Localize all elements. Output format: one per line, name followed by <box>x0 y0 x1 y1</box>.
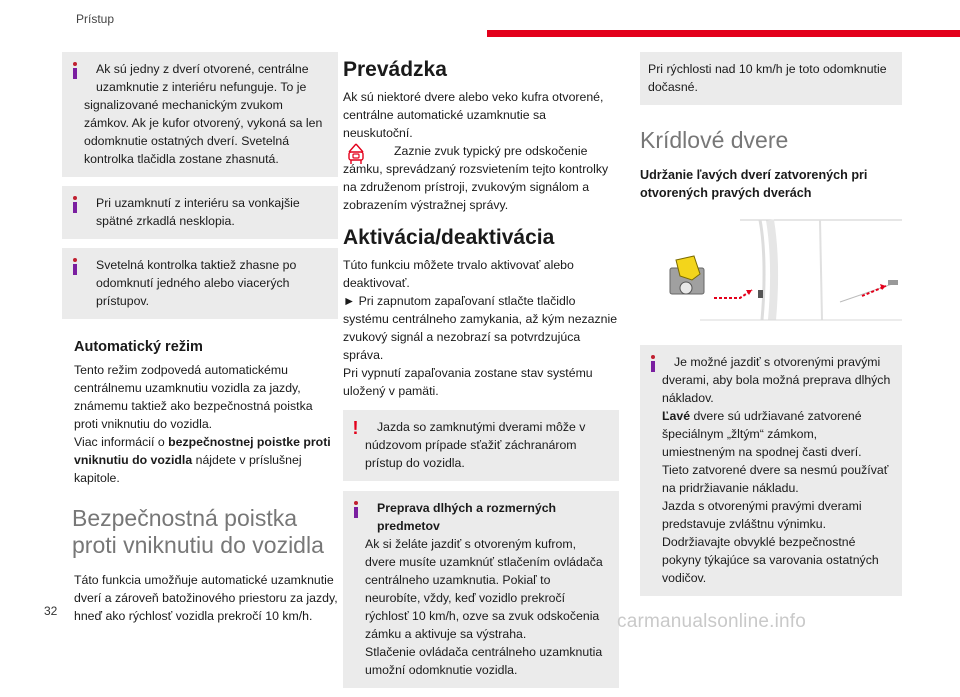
plain-note <box>640 52 902 105</box>
alarm-paragraph <box>343 142 619 214</box>
alarm-text <box>343 142 619 214</box>
info-note <box>640 345 902 596</box>
activation-heading: Aktivácia/deaktivácia <box>343 226 555 249</box>
note-text: Svetelná kontrolka taktiež zhasne po odomknutí jedného alebo viacerých prístupov. <box>96 258 297 308</box>
activation-step: ► Pri zapnutom zapaľovaní stlačte tlačidlo systému centrálneho zamykania, až kým nezaznie zvukový signál a nezobrazí sa potvrdzujúca správa. <box>343 294 618 362</box>
auto-mode-heading: Automatický režim <box>74 339 203 355</box>
activation-text: Túto funkciu môžete trvalo aktivovať alebo deaktivovať. <box>343 258 574 290</box>
info-note <box>62 248 338 319</box>
transport-text: Stlačenie ovládača centrálneho uzamknutia umožní odomknutie vozidla. <box>365 645 603 677</box>
note-text: dverami, aby bola možná preprava dlhých nákladov. <box>662 373 891 405</box>
header-accent-bar <box>487 30 960 37</box>
column-left <box>62 52 338 625</box>
info-icon <box>69 62 80 79</box>
left-door-bold: Ľavé <box>662 409 691 423</box>
door-lock-illustration <box>640 216 902 326</box>
header-title: Prístup <box>76 12 115 26</box>
warning-note <box>343 410 619 481</box>
left-door-text: dvere sú udržiavané zatvorené špeciálnym „žltým“ zámkom, umiestneným na spodnej časti dverí. <box>662 409 862 459</box>
auto-mode-text: Tento režim zodpovedá automatickému centrálnemu uzamknutiu vozidla za jazdy, známemu taktiež ako bezpečnostná poistka proti vniknutiu do vozidla. <box>74 363 313 431</box>
page-number: 32 <box>44 604 58 618</box>
ref-text: Viac informácií o <box>74 435 169 449</box>
info-icon <box>350 501 361 518</box>
activation-memory: Pri vypnutí zapaľovania zostane stav systému uložený v pamäti. <box>343 366 593 398</box>
note-text: uzamknutie z interiéru nefunguje. To je signalizované mechanickým zvukom zámkov. Ak je kufor otvorený, vykoná sa len odomknutie ostatných dverí. Svetelná kontrolka tlačidla zostane zhasnutá. <box>84 80 323 166</box>
section-text: Táto funkcia umožňuje automatické uzamknutie dverí a zároveň batožinového priestoru za jazdy, hneď ako rýchlosť vozidla prekročí 10 km/h. <box>74 573 338 623</box>
transport-heading: Preprava dlhých a rozmerných predmetov <box>377 501 557 533</box>
ref-bold: bezpečnostnej poistke proti vniknutiu do vozidla <box>74 435 331 467</box>
watermark: carmanualsonline.info <box>617 611 807 632</box>
note-text: Tieto zatvorené dvere sa nesmú používať na pridržiavanie nákladu. <box>662 463 889 495</box>
note-text: Je možné jazdiť s otvorenými pravými <box>674 355 881 369</box>
alarm-text-span: Zaznie zvuk typický pre odskočenie zámku, sprevádzaný rozsvietením tejto kontrolky na združenom prístroji, zvukovým signálom a zobrazením výstražnej správy. <box>343 144 609 212</box>
note-text: Jazda s otvorenými pravými dverami predstavuje zvláštnu výnimku. Dodržiavajte obvyklé bezpečnostné pokyny týkajúce sa varovania ostatných vodičov. <box>662 499 879 585</box>
transport-text: Ak si želáte jazdiť s otvoreným kufrom, dvere musíte uzamknúť stlačením ovládača centrálneho uzamknutia. Pokiaľ to neurobíte, vždy, keď vozidlo prekročí rýchlosť 10 km/h, ozve sa zvuk odskočenia zámku a aktivuje sa výstraha. <box>365 537 603 641</box>
info-note <box>62 186 338 239</box>
note-text: Ak sú jedny z dverí otvorené, centrálne <box>96 62 309 76</box>
warning-text: Jazda so zamknutými dverami môže v núdzovom prípade sťažiť záchranárom prístup do vozidla. <box>365 420 586 470</box>
column-right <box>640 52 902 605</box>
info-note <box>62 52 338 177</box>
info-icon <box>69 196 80 213</box>
info-icon <box>69 258 80 275</box>
car-alarm-icon <box>345 142 367 168</box>
info-note <box>343 491 619 688</box>
column-middle <box>343 52 619 697</box>
operation-text: Ak sú niektoré dvere alebo veko kufra otvorené, centrálne automatické uzamknutie sa neuskutoční. <box>343 90 604 140</box>
auto-mode-reference <box>74 433 338 487</box>
section-heading: Krídlové dvere <box>640 127 789 153</box>
subsection-heading: Udržanie ľavých dverí zatvorených pri otvorených pravých dverách <box>640 168 868 200</box>
exclamation-icon: ! <box>352 418 359 438</box>
note-text <box>84 80 96 94</box>
section-heading: Bezpečnostná poistka proti vniknutiu do vozidla <box>72 505 324 558</box>
info-icon <box>647 355 658 372</box>
operation-heading: Prevádzka <box>343 58 447 81</box>
note-text: Pri uzamknutí z interiéru sa vonkajšie spätné zrkadlá nesklopia. <box>96 196 300 228</box>
note-text: Pri rýchlosti nad 10 km/h je toto odomknutie dočasné. <box>648 62 887 94</box>
ref-text: nájdete v príslušnej kapitole. <box>74 453 302 485</box>
